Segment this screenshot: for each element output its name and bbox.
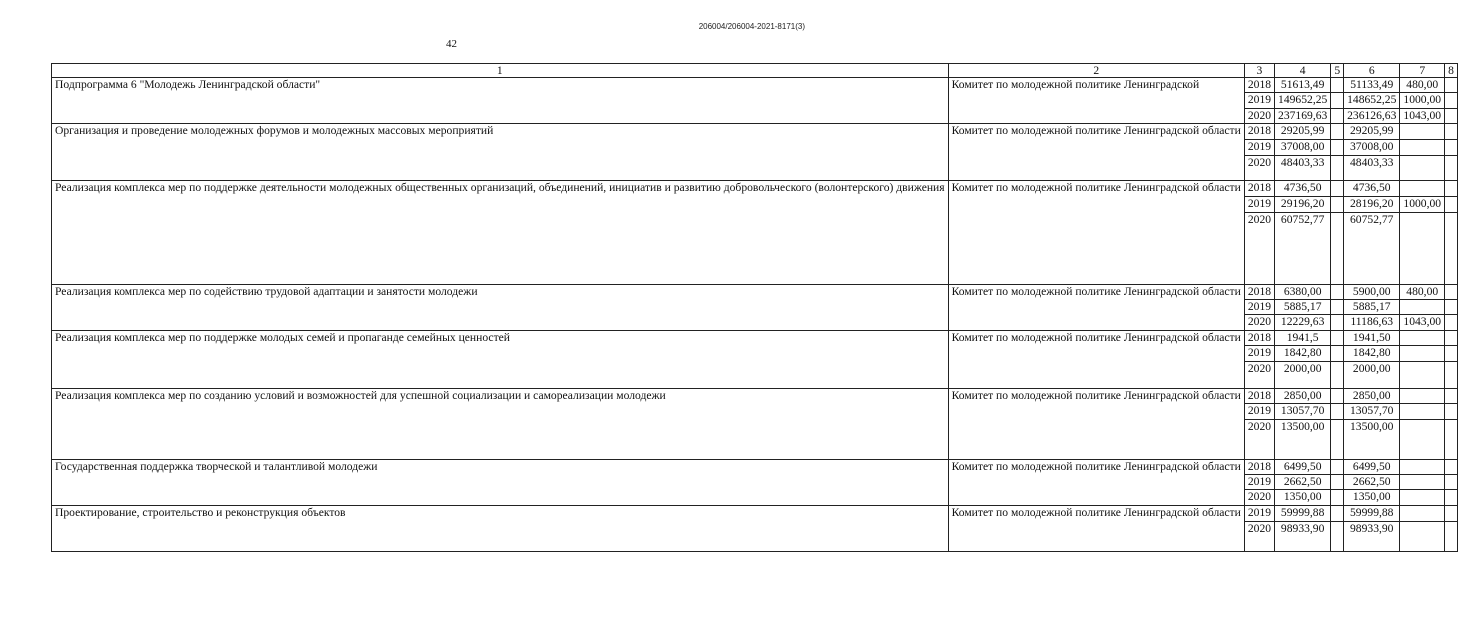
col6-cell: 48403,33 [1344, 155, 1400, 180]
year-cell: 2019 [1244, 404, 1274, 419]
total-cell: 237169,63 [1275, 108, 1331, 123]
col8-cell [1445, 330, 1458, 345]
column-number: 1 [52, 64, 949, 78]
total-cell: 149652,25 [1275, 93, 1331, 108]
year-cell: 2019 [1244, 300, 1274, 315]
col6-cell: 11186,63 [1344, 315, 1400, 330]
col5-cell [1331, 196, 1344, 212]
year-cell: 2019 [1244, 139, 1274, 155]
executor: Комитет по молодежной политике Ленинградской области [948, 389, 1244, 460]
col5-cell [1331, 404, 1344, 419]
col6-cell: 1941,50 [1344, 330, 1400, 345]
total-cell: 59999,88 [1275, 505, 1331, 521]
total-cell: 4736,50 [1275, 180, 1331, 196]
col5-cell [1331, 180, 1344, 196]
activity-name: Реализация комплекса мер по созданию условий и возможностей для успешной социализации и самореализации молодежи [52, 389, 949, 460]
col7-cell [1400, 123, 1445, 139]
col5-cell [1331, 505, 1344, 521]
col7-cell [1400, 505, 1445, 521]
total-cell: 6380,00 [1275, 284, 1331, 299]
col6-cell: 5885,17 [1344, 300, 1400, 315]
total-cell: 98933,90 [1275, 521, 1331, 551]
col8-cell [1445, 389, 1458, 404]
col5-cell [1331, 300, 1344, 315]
col6-cell: 59999,88 [1344, 505, 1400, 521]
col8-cell [1445, 315, 1458, 330]
total-cell: 1842,80 [1275, 346, 1331, 362]
col6-cell: 29205,99 [1344, 123, 1400, 139]
col7-cell: 1000,00 [1400, 93, 1445, 108]
total-cell: 29205,99 [1275, 123, 1331, 139]
col5-cell [1331, 212, 1344, 284]
year-cell: 2020 [1244, 315, 1274, 330]
year-cell: 2019 [1244, 93, 1274, 108]
executor: Комитет по молодежной политике Ленинградской области [948, 180, 1244, 284]
col8-cell [1445, 284, 1458, 299]
year-cell: 2020 [1244, 419, 1274, 459]
column-number: 6 [1344, 64, 1400, 78]
col8-cell [1445, 474, 1458, 489]
year-cell: 2019 [1244, 474, 1274, 489]
col6-cell: 1350,00 [1344, 490, 1400, 505]
col6-cell: 51133,49 [1344, 78, 1400, 93]
column-number: 4 [1275, 64, 1331, 78]
col6-cell: 2662,50 [1344, 474, 1400, 489]
total-cell: 12229,63 [1275, 315, 1331, 330]
col8-cell [1445, 93, 1458, 108]
col5-cell [1331, 315, 1344, 330]
column-number: 2 [948, 64, 1244, 78]
col8-cell [1445, 505, 1458, 521]
col5-cell [1331, 78, 1344, 93]
col7-cell [1400, 362, 1445, 389]
col7-cell: 1043,00 [1400, 315, 1445, 330]
year-cell: 2018 [1244, 180, 1274, 196]
col6-cell: 236126,63 [1344, 108, 1400, 123]
activity-name: Подпрограмма 6 "Молодежь Ленинградской области" [52, 78, 949, 124]
col6-cell: 98933,90 [1344, 521, 1400, 551]
col6-cell: 148652,25 [1344, 93, 1400, 108]
col8-cell [1445, 196, 1458, 212]
activity-name: Государственная поддержка творческой и талантливой молодежи [52, 459, 949, 505]
col8-cell [1445, 490, 1458, 505]
year-cell: 2018 [1244, 123, 1274, 139]
col5-cell [1331, 346, 1344, 362]
table-row [52, 459, 1458, 474]
col6-cell: 1842,80 [1344, 346, 1400, 362]
col8-cell [1445, 362, 1458, 389]
year-cell: 2020 [1244, 521, 1274, 551]
total-cell: 2850,00 [1275, 389, 1331, 404]
table-row [52, 505, 1458, 521]
total-cell: 6499,50 [1275, 459, 1331, 474]
col8-cell [1445, 180, 1458, 196]
col5-cell [1331, 330, 1344, 345]
col7-cell [1400, 404, 1445, 419]
col7-cell [1400, 139, 1445, 155]
column-number: 3 [1244, 64, 1274, 78]
col7-cell [1400, 474, 1445, 489]
page-number: 42 [446, 38, 457, 50]
table-row [52, 284, 1458, 299]
col5-cell [1331, 362, 1344, 389]
col7-cell [1400, 330, 1445, 345]
col7-cell [1400, 180, 1445, 196]
executor: Комитет по молодежной политике Ленинградской области [948, 330, 1244, 388]
col8-cell [1445, 108, 1458, 123]
col7-cell [1400, 459, 1445, 474]
col8-cell [1445, 139, 1458, 155]
table-row [52, 123, 1458, 139]
col8-cell [1445, 78, 1458, 93]
col5-cell [1331, 459, 1344, 474]
column-number: 8 [1445, 64, 1458, 78]
col8-cell [1445, 419, 1458, 459]
column-number: 7 [1400, 64, 1445, 78]
col5-cell [1331, 284, 1344, 299]
table-row [52, 180, 1458, 196]
executor: Комитет по молодежной политике Ленинградской [948, 78, 1244, 124]
year-cell: 2020 [1244, 212, 1274, 284]
activity-name: Организация и проведение молодежных форумов и молодежных массовых мероприятий [52, 123, 949, 180]
column-number: 5 [1331, 64, 1344, 78]
year-cell: 2018 [1244, 459, 1274, 474]
col5-cell [1331, 108, 1344, 123]
col8-cell [1445, 404, 1458, 419]
table-row [52, 330, 1458, 345]
col5-cell [1331, 419, 1344, 459]
total-cell: 1941,5 [1275, 330, 1331, 345]
col5-cell [1331, 521, 1344, 551]
col6-cell: 13057,70 [1344, 404, 1400, 419]
table-row [52, 389, 1458, 404]
year-cell: 2018 [1244, 330, 1274, 345]
col5-cell [1331, 139, 1344, 155]
col6-cell: 5900,00 [1344, 284, 1400, 299]
executor: Комитет по молодежной политике Ленинградской области [948, 459, 1244, 505]
col8-cell [1445, 155, 1458, 180]
col8-cell [1445, 521, 1458, 551]
col7-cell: 1000,00 [1400, 196, 1445, 212]
year-cell: 2020 [1244, 362, 1274, 389]
year-cell: 2020 [1244, 108, 1274, 123]
col7-cell [1400, 300, 1445, 315]
col8-cell [1445, 212, 1458, 284]
activity-name: Проектирование, строительство и реконструкция объектов [52, 505, 949, 551]
year-cell: 2019 [1244, 505, 1274, 521]
col7-cell: 480,00 [1400, 284, 1445, 299]
col6-cell: 6499,50 [1344, 459, 1400, 474]
col6-cell: 2000,00 [1344, 362, 1400, 389]
activity-name: Реализация комплекса мер по содействию трудовой адаптации и занятости молодежи [52, 284, 949, 330]
executor: Комитет по молодежной политике Ленинградской области [948, 505, 1244, 551]
col7-cell: 480,00 [1400, 78, 1445, 93]
col7-cell [1400, 419, 1445, 459]
col6-cell: 2850,00 [1344, 389, 1400, 404]
col7-cell [1400, 212, 1445, 284]
col7-cell [1400, 155, 1445, 180]
col5-cell [1331, 93, 1344, 108]
year-cell: 2019 [1244, 346, 1274, 362]
year-cell: 2020 [1244, 155, 1274, 180]
total-cell: 2662,50 [1275, 474, 1331, 489]
col7-cell [1400, 490, 1445, 505]
total-cell: 13057,70 [1275, 404, 1331, 419]
table-row [52, 78, 1458, 93]
total-cell: 48403,33 [1275, 155, 1331, 180]
activity-name: Реализация комплекса мер по поддержке молодых семей и пропаганде семейных ценностей [52, 330, 949, 388]
col7-cell [1400, 346, 1445, 362]
total-cell: 13500,00 [1275, 419, 1331, 459]
total-cell: 1350,00 [1275, 490, 1331, 505]
col8-cell [1445, 346, 1458, 362]
col6-cell: 13500,00 [1344, 419, 1400, 459]
col6-cell: 4736,50 [1344, 180, 1400, 196]
total-cell: 51613,49 [1275, 78, 1331, 93]
header-row [52, 64, 1458, 78]
col6-cell: 28196,20 [1344, 196, 1400, 212]
year-cell: 2019 [1244, 196, 1274, 212]
col5-cell [1331, 123, 1344, 139]
col5-cell [1331, 474, 1344, 489]
year-cell: 2018 [1244, 389, 1274, 404]
total-cell: 37008,00 [1275, 139, 1331, 155]
executor: Комитет по молодежной политике Ленинградской области [948, 123, 1244, 180]
executor: Комитет по молодежной политике Ленинградской области [948, 284, 1244, 330]
col7-cell [1400, 521, 1445, 551]
year-cell: 2020 [1244, 490, 1274, 505]
col5-cell [1331, 155, 1344, 180]
col5-cell [1331, 490, 1344, 505]
col8-cell [1445, 459, 1458, 474]
year-cell: 2018 [1244, 284, 1274, 299]
document-id: 206004/206004-2021-8171(3) [698, 22, 805, 31]
col8-cell [1445, 123, 1458, 139]
total-cell: 29196,20 [1275, 196, 1331, 212]
total-cell: 2000,00 [1275, 362, 1331, 389]
total-cell: 5885,17 [1275, 300, 1331, 315]
budget-table [51, 63, 1458, 552]
activity-name: Реализация комплекса мер по поддержке деятельности молодежных общественных организаций, объединений, инициатив и развитию добровольческого (волонтерского) движения [52, 180, 949, 284]
col6-cell: 60752,77 [1344, 212, 1400, 284]
col8-cell [1445, 300, 1458, 315]
col6-cell: 37008,00 [1344, 139, 1400, 155]
year-cell: 2018 [1244, 78, 1274, 93]
col5-cell [1331, 389, 1344, 404]
col7-cell [1400, 389, 1445, 404]
total-cell: 60752,77 [1275, 212, 1331, 284]
col7-cell: 1043,00 [1400, 108, 1445, 123]
